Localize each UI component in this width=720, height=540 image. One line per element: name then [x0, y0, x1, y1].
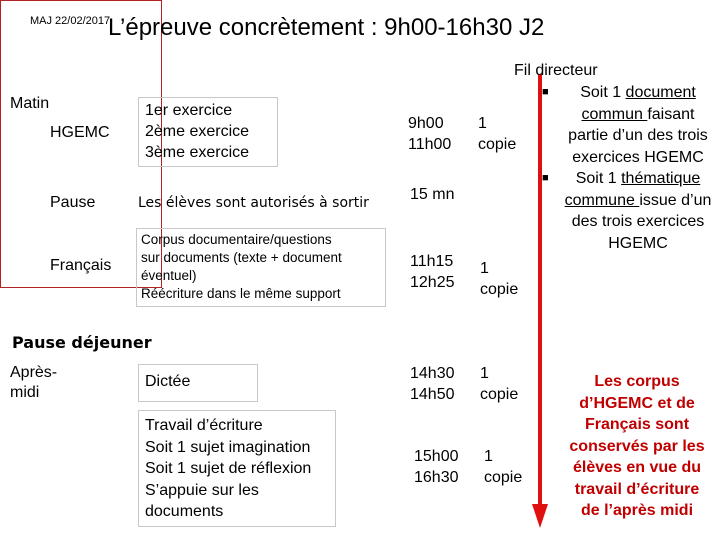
exercises-box: 1er exercice 2ème exercice 3ème exercice [138, 97, 278, 167]
fil-item-thematique [542, 168, 716, 254]
fil-item-thematique-post: issue d’un des trois exercices HGEMC [571, 191, 712, 252]
hgemc-label: HGEMC [50, 124, 110, 141]
corpus-box: Corpus documentaire/questions sur documents (texte + document éventuel) Réécriture dans le même support [136, 228, 386, 307]
hgemc-times: 9h00 11h00 [408, 115, 452, 153]
travail-copie: 1 copie [484, 448, 523, 486]
fil-directeur-list [542, 82, 716, 254]
fil-item-document-post: faisant partie d’un des trois exercices HGEMC [568, 105, 708, 166]
fil-item-document-pre: Soit 1 [580, 84, 626, 101]
pause-time: 15 mn [410, 186, 455, 203]
fil-directeur-title: Fil directeur [514, 62, 598, 79]
apres-midi-label: Après- midi [10, 364, 58, 401]
francais-times: 11h15 12h25 [410, 253, 455, 291]
dictee-box: Dictée [138, 364, 258, 402]
square-bullet-icon: ■ [542, 86, 549, 98]
matin-label: Matin [10, 95, 50, 112]
dictee-times: 14h30 14h50 [410, 365, 455, 403]
fil-item-document-underlined: document commun [581, 84, 696, 123]
francais-copie: 1 copie [480, 260, 519, 298]
fil-item-document [542, 82, 716, 168]
corpus-note: Les corpus d’HGEMC et de Français sont conservés par les élèves en vue du travail d’écriture de l’après midi [569, 373, 705, 519]
square-bullet-icon: ■ [542, 172, 549, 184]
dejeuner-label: Pause déjeuner [12, 333, 152, 352]
fil-item-thematique-pre: Soit 1 [575, 170, 622, 187]
hgemc-copie: 1 copie [478, 115, 517, 153]
update-date: MAJ 22/02/2017 [30, 15, 111, 27]
page-title: L’épreuve concrètement : 9h00-16h30 J2 [108, 14, 545, 41]
dictee-copie: 1 copie [480, 365, 519, 403]
travail-box: Travail d’écriture Soit 1 sujet imagination Soit 1 sujet de réflexion S’appuie sur les documents [138, 410, 336, 527]
pause-note: Les élèves sont autorisés à sortir [138, 195, 369, 211]
francais-label: Français [50, 257, 112, 274]
pause-label: Pause [50, 194, 96, 211]
travail-times: 15h00 16h30 [414, 448, 459, 486]
fil-item-thematique-underlined: thématique commune [564, 170, 701, 209]
